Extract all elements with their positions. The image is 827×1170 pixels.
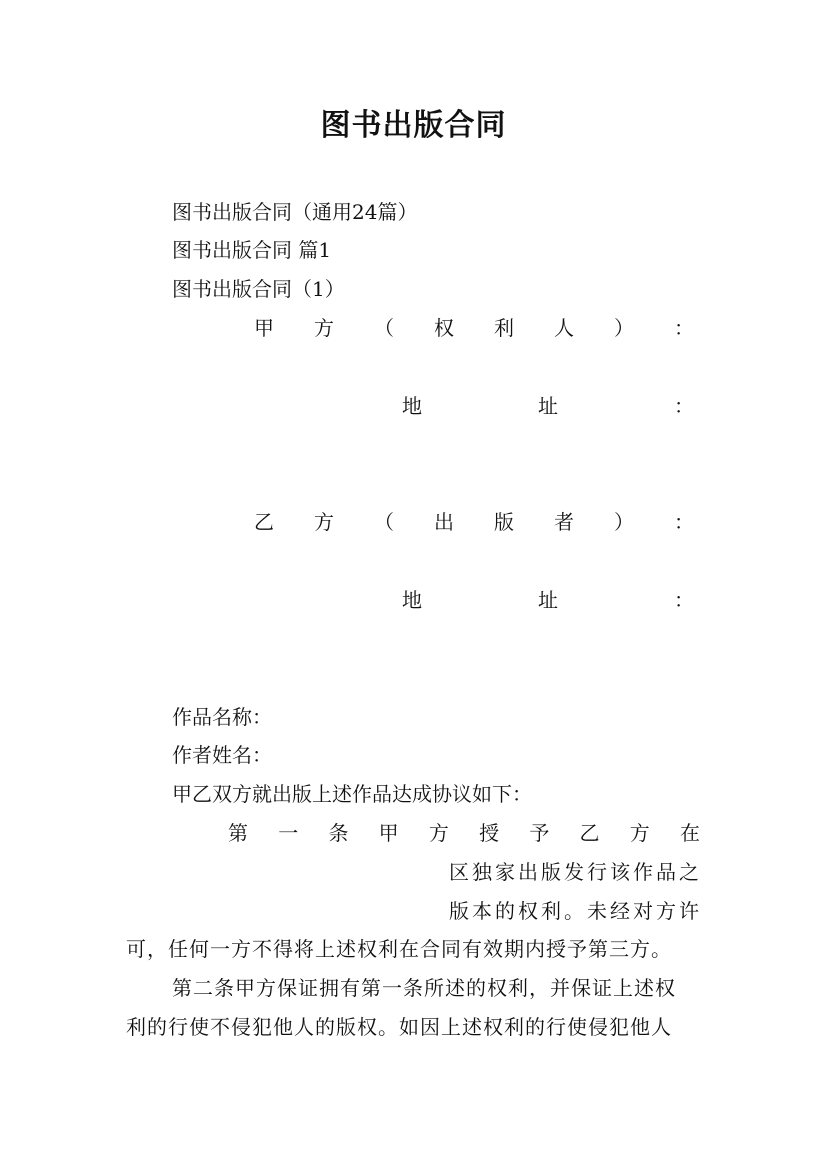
party-a-char: 人: [554, 316, 574, 340]
party-b-char: ）: [614, 510, 634, 534]
party-b-char: 版: [494, 510, 514, 534]
party-a-address-char: 址: [538, 394, 558, 418]
party-b-char: 出: [434, 510, 454, 534]
clause-2-line-1: 第二条甲方保证拥有第一条所述的权利，并保证上述权: [172, 976, 676, 1000]
party-a-char: 甲: [254, 316, 274, 340]
party-a-address-line: [402, 394, 694, 418]
work-name-label: 作品名称：: [172, 705, 272, 729]
party-b-char: 者: [554, 510, 574, 534]
party-a-line: [254, 316, 694, 340]
clause-1-line-4: 可，任何一方不得将上述权利在合同有效期内授予第三方。: [126, 937, 672, 961]
party-b-address-char: ：: [674, 588, 694, 612]
party-b-address-char: 地: [402, 588, 422, 612]
clause-2-line-2: 利的行使不侵犯他人的版权。如因上述权利的行使侵犯他人: [126, 1015, 672, 1039]
toc-line-2: 图书出版合同 篇1: [172, 238, 332, 262]
clause-1-line-2: 区独家出版发行该作品之: [449, 860, 702, 884]
clause-1-char: 授: [479, 821, 500, 845]
clause-1-char: 第: [228, 821, 248, 845]
clause-1-char: 甲: [378, 821, 399, 845]
party-a-address-char: 地: [402, 394, 422, 418]
toc-line-3: 图书出版合同（1）: [172, 277, 345, 301]
party-b-address-line: [402, 588, 694, 612]
party-a-char: （: [374, 316, 394, 340]
party-b-line: [254, 510, 694, 534]
party-b-char: 乙: [254, 510, 274, 534]
party-a-char: ：: [674, 316, 694, 340]
clause-1-char: 一: [278, 821, 299, 845]
author-name-label: 作者姓名：: [172, 743, 272, 767]
party-a-address-char: ：: [674, 394, 694, 418]
clause-1-char: 条: [328, 821, 349, 845]
party-a-char: 权: [434, 316, 454, 340]
party-b-char: ：: [674, 510, 694, 534]
document-title: 图书出版合同: [320, 108, 507, 143]
party-a-char: ）: [614, 316, 634, 340]
agreement-intro: 甲乙双方就出版上述作品达成协议如下：: [172, 782, 532, 806]
clause-1-char: 乙: [579, 821, 600, 845]
party-a-char: 方: [314, 316, 334, 340]
party-b-char: （: [374, 510, 394, 534]
party-a-char: 利: [494, 316, 514, 340]
toc-line-1: 图书出版合同（通用24篇）: [172, 200, 418, 224]
clause-1-line-3: 版本的权利。未经对方许: [449, 899, 702, 923]
clause-1-line-1: [228, 821, 700, 845]
clause-1-char: 方: [629, 821, 650, 845]
party-b-address-char: 址: [538, 588, 558, 612]
clause-1-char: 予: [529, 821, 550, 845]
clause-1-char: 在: [679, 821, 700, 845]
clause-1-char: 方: [428, 821, 449, 845]
party-b-char: 方: [314, 510, 334, 534]
